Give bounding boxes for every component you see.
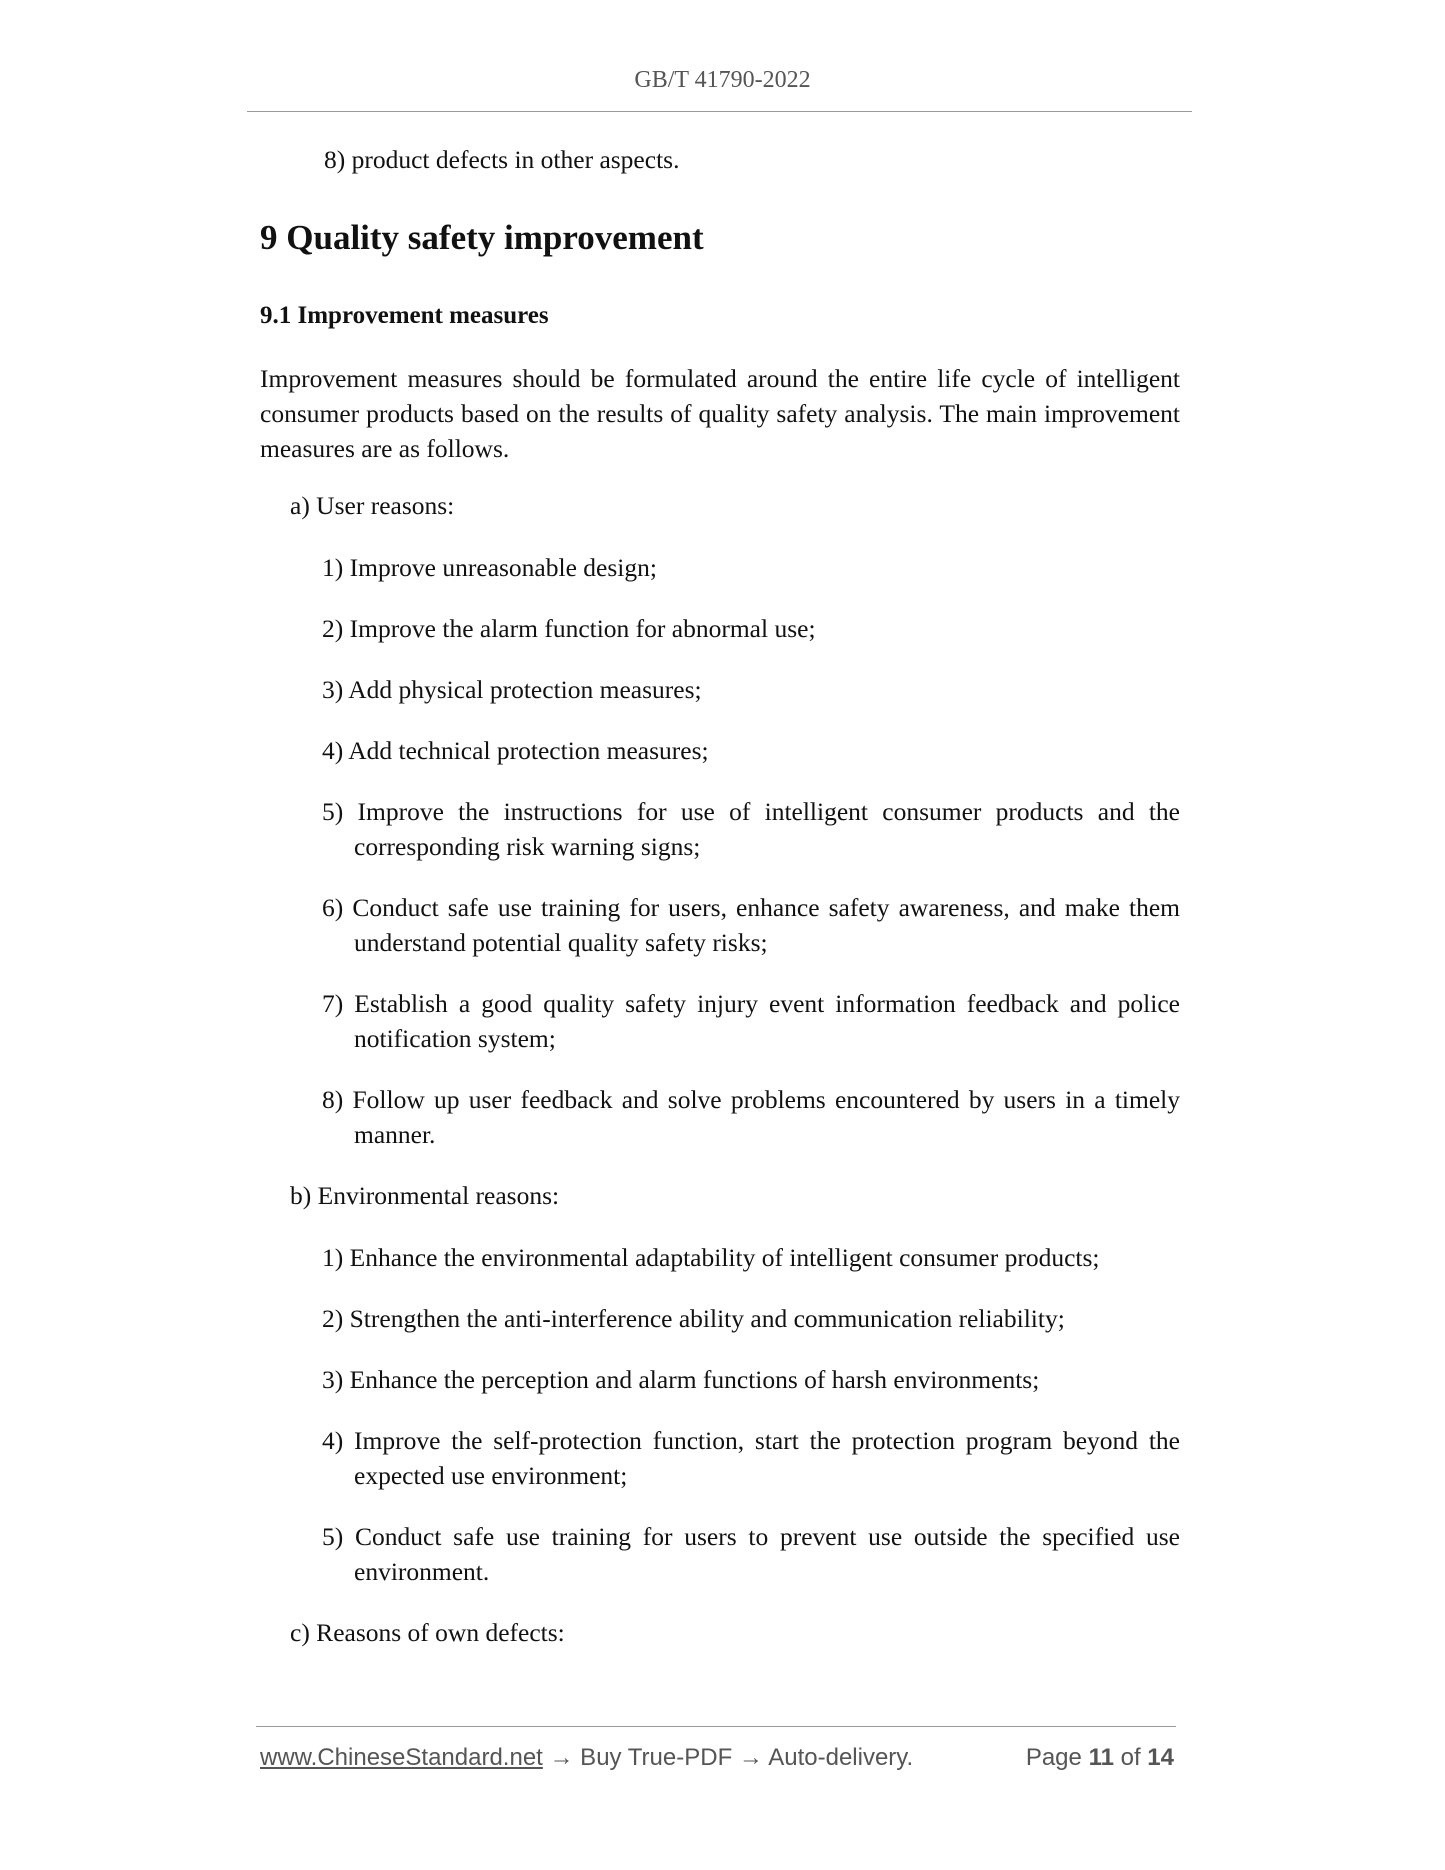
list-item: 2) Strengthen the anti-interference ability and communication reliability; [322, 1304, 1065, 1333]
list-item: 6) Conduct safe use training for users, enhance safety awareness, and make them understand potential quality safety risks; [322, 893, 1180, 957]
page-of: of [1120, 1744, 1141, 1771]
document-header: GB/T 41790-2022 [634, 67, 811, 93]
promo-text: → Buy True-PDF → Auto-delivery. [549, 1744, 914, 1771]
list-item: 5) Improve the instructions for use of intelligent consumer products and the corresponding risk warning signs; [322, 797, 1180, 861]
list-item: 1) Enhance the environmental adaptability of intelligent consumer products; [322, 1243, 1100, 1272]
section-heading: 9 Quality safety improvement [260, 218, 704, 257]
group-label-a: a) User reasons: [290, 491, 455, 520]
group-label-c: c) Reasons of own defects: [290, 1618, 565, 1647]
page-total: 14 [1147, 1744, 1174, 1771]
list-item: 1) Improve unreasonable design; [322, 553, 657, 582]
carryover-list-item: 8) product defects in other aspects. [324, 145, 680, 174]
list-item: 8) Follow up user feedback and solve problems encountered by users in a timely manner. [322, 1085, 1180, 1149]
list-item: 4) Improve the self-protection function, start the protection program beyond the expected use environment; [322, 1426, 1180, 1490]
website-link[interactable]: www.ChineseStandard.net [260, 1744, 543, 1771]
page-label: Page [1025, 1744, 1082, 1771]
list-item: 7) Establish a good quality safety injury event information feedback and police notification system; [322, 989, 1180, 1053]
list-item: 3) Enhance the perception and alarm functions of harsh environments; [322, 1365, 1040, 1394]
page-footer [260, 1742, 1174, 1774]
footer-divider [256, 1726, 1176, 1727]
list-item: 5) Conduct safe use training for users to prevent use outside the specified use environment. [322, 1522, 1180, 1586]
page-current: 11 [1088, 1744, 1114, 1771]
group-label-b: b) Environmental reasons: [290, 1181, 560, 1210]
list-item: 3) Add physical protection measures; [322, 675, 702, 704]
list-item: 4) Add technical protection measures; [322, 736, 709, 765]
intro-paragraph: Improvement measures should be formulated around the entire life cycle of intelligent consumer products based on the results of quality safety analysis. The main improvement measures are as follows. [260, 364, 1180, 463]
list-item: 2) Improve the alarm function for abnormal use; [322, 614, 816, 643]
page-indicator [1026, 1742, 1174, 1774]
header-divider [247, 111, 1192, 112]
subsection-heading: 9.1 Improvement measures [260, 302, 549, 329]
